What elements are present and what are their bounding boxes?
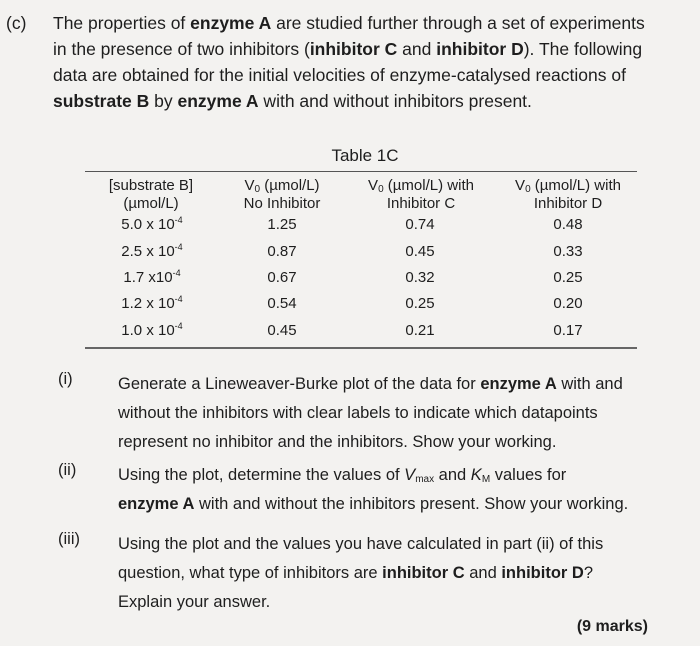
substrate-mantissa: 2.5 x 10	[121, 243, 175, 260]
header-unit: (µmol/L) with	[383, 177, 474, 194]
substrate-mantissa: 1.7 x10	[123, 269, 173, 286]
header-line: (µmol/L)	[123, 195, 179, 212]
question-line	[118, 461, 678, 490]
velocity-cell-vd: 0.17	[553, 322, 583, 339]
question-text	[118, 461, 678, 519]
header-unit: (µmol/L)	[260, 177, 320, 194]
vmax-subscript: max	[415, 474, 435, 485]
header-v0-inhibitor-d	[498, 177, 638, 213]
v-symbol: V	[515, 177, 526, 194]
intro-text: with and without inhibitors present.	[258, 91, 532, 111]
substrate-mantissa: 1.2 x 10	[121, 295, 175, 312]
velocity-cell-v0: 0.87	[267, 243, 297, 260]
v-subscript: 0	[254, 184, 261, 195]
table-bottom-rule	[85, 347, 637, 349]
substrate-exponent: -4	[174, 294, 183, 304]
question-line: represent no inhibitor and the inhibitors. Show your working.	[118, 433, 557, 451]
intro-text: are studied further through a set of experiments	[271, 13, 645, 33]
substrate-exponent: -4	[172, 268, 181, 278]
header-v0-inhibitor-c	[352, 177, 490, 213]
substrate-cell	[92, 322, 212, 339]
vmax-symbol: V	[404, 466, 416, 484]
header-substrate	[88, 177, 214, 213]
intro-line-2	[6, 36, 686, 62]
substrate-exponent: -4	[174, 215, 183, 225]
question-bold: inhibitor C	[382, 564, 465, 582]
header-line: [substrate B]	[108, 177, 194, 194]
header-line	[498, 177, 638, 195]
km-symbol: K	[470, 466, 482, 484]
marks-label: (9 marks)	[576, 618, 648, 635]
question-text-span: Generate a Lineweaver-Burke plot of the data for	[118, 375, 481, 393]
intro-text: by	[149, 91, 178, 111]
table-top-rule	[85, 171, 637, 172]
question-line: without the inhibitors with clear labels to indicate which datapoints	[118, 404, 598, 422]
question-text-span: with and	[556, 375, 623, 393]
velocity-cell-vc: 0.21	[405, 322, 435, 339]
velocity-cell-vd: 0.48	[553, 216, 583, 233]
velocity-cell-vc: 0.25	[405, 295, 435, 312]
header-line: Inhibitor D	[533, 195, 603, 212]
header-line: Inhibitor C	[386, 195, 456, 212]
intro-line-1	[6, 10, 686, 36]
question-line	[118, 370, 678, 399]
question-line	[118, 490, 678, 519]
question-bold: enzyme A	[480, 375, 557, 393]
velocity-cell-v0: 0.45	[267, 322, 297, 339]
intro-text: The properties of	[53, 13, 191, 33]
question-number: (iii)	[58, 530, 80, 548]
table-title: Table 1C	[331, 146, 399, 165]
substrate-cell	[92, 243, 212, 260]
substrate-exponent: -4	[174, 242, 183, 252]
v-symbol: V	[368, 177, 379, 194]
header-line	[222, 177, 342, 195]
substrate-cell	[92, 295, 212, 312]
question-text	[118, 530, 678, 617]
header-unit: (µmol/L) with	[530, 177, 621, 194]
intro-text: and	[397, 39, 437, 59]
velocity-cell-vc: 0.45	[405, 243, 435, 260]
velocity-cell-v0: 0.54	[267, 295, 297, 312]
intro-text: in the presence of two inhibitors (	[53, 39, 310, 59]
v-subscript: 0	[378, 184, 384, 195]
substrate-cell	[92, 269, 212, 286]
velocity-cell-vd: 0.33	[553, 243, 583, 260]
question-bold: enzyme A	[118, 495, 195, 513]
substrate-exponent: -4	[174, 321, 183, 331]
intro-bold: inhibitor D	[436, 39, 524, 59]
velocity-cell-vc: 0.32	[405, 269, 435, 286]
substrate-mantissa: 5.0 x 10	[121, 216, 175, 233]
header-line	[352, 177, 490, 195]
question-number: (i)	[58, 370, 73, 388]
velocity-cell-v0: 1.25	[267, 216, 297, 233]
substrate-cell	[92, 216, 212, 233]
intro-bold: substrate B	[53, 91, 150, 111]
question-bold: inhibitor D	[501, 564, 584, 582]
velocity-cell-vd: 0.25	[553, 269, 583, 286]
part-label: (c)	[6, 13, 27, 33]
header-line: No Inhibitor	[243, 195, 321, 212]
intro-line-3	[6, 62, 686, 88]
question-text-span: values for	[490, 466, 567, 484]
header-v0-no-inhibitor	[222, 177, 342, 213]
question-text	[118, 370, 678, 457]
velocity-cell-vc: 0.74	[405, 216, 435, 233]
question-line: Using the plot and the values you have calculated in part (ii) of this	[118, 535, 604, 553]
intro-bold: enzyme A	[177, 91, 259, 111]
question-line	[118, 559, 678, 588]
intro-text: ). The following	[523, 39, 643, 59]
substrate-mantissa: 1.0 x 10	[121, 322, 175, 339]
v-subscript: 0	[525, 184, 531, 195]
intro-text: data are obtained for the initial velocities of enzyme-catalysed reactions of	[53, 65, 626, 85]
question-line: Explain your answer.	[118, 593, 271, 611]
intro-paragraph	[6, 10, 686, 114]
question-text-span: question, what type of inhibitors are	[118, 564, 383, 582]
question-text-span: ?	[583, 564, 594, 582]
question-text-span: and	[434, 466, 471, 484]
question-number: (ii)	[58, 461, 77, 479]
intro-line-4	[6, 88, 686, 114]
intro-bold: inhibitor C	[309, 39, 398, 59]
question-text-span: with and without the inhibitors present. Show your working.	[194, 495, 629, 513]
question-text-span: and	[464, 564, 502, 582]
question-text-span: Using the plot, determine the values of	[118, 466, 405, 484]
velocity-cell-vd: 0.20	[553, 295, 583, 312]
intro-bold: enzyme A	[190, 13, 272, 33]
km-subscript: M	[481, 474, 491, 485]
v-symbol: V	[244, 177, 255, 194]
velocity-cell-v0: 0.67	[267, 269, 297, 286]
